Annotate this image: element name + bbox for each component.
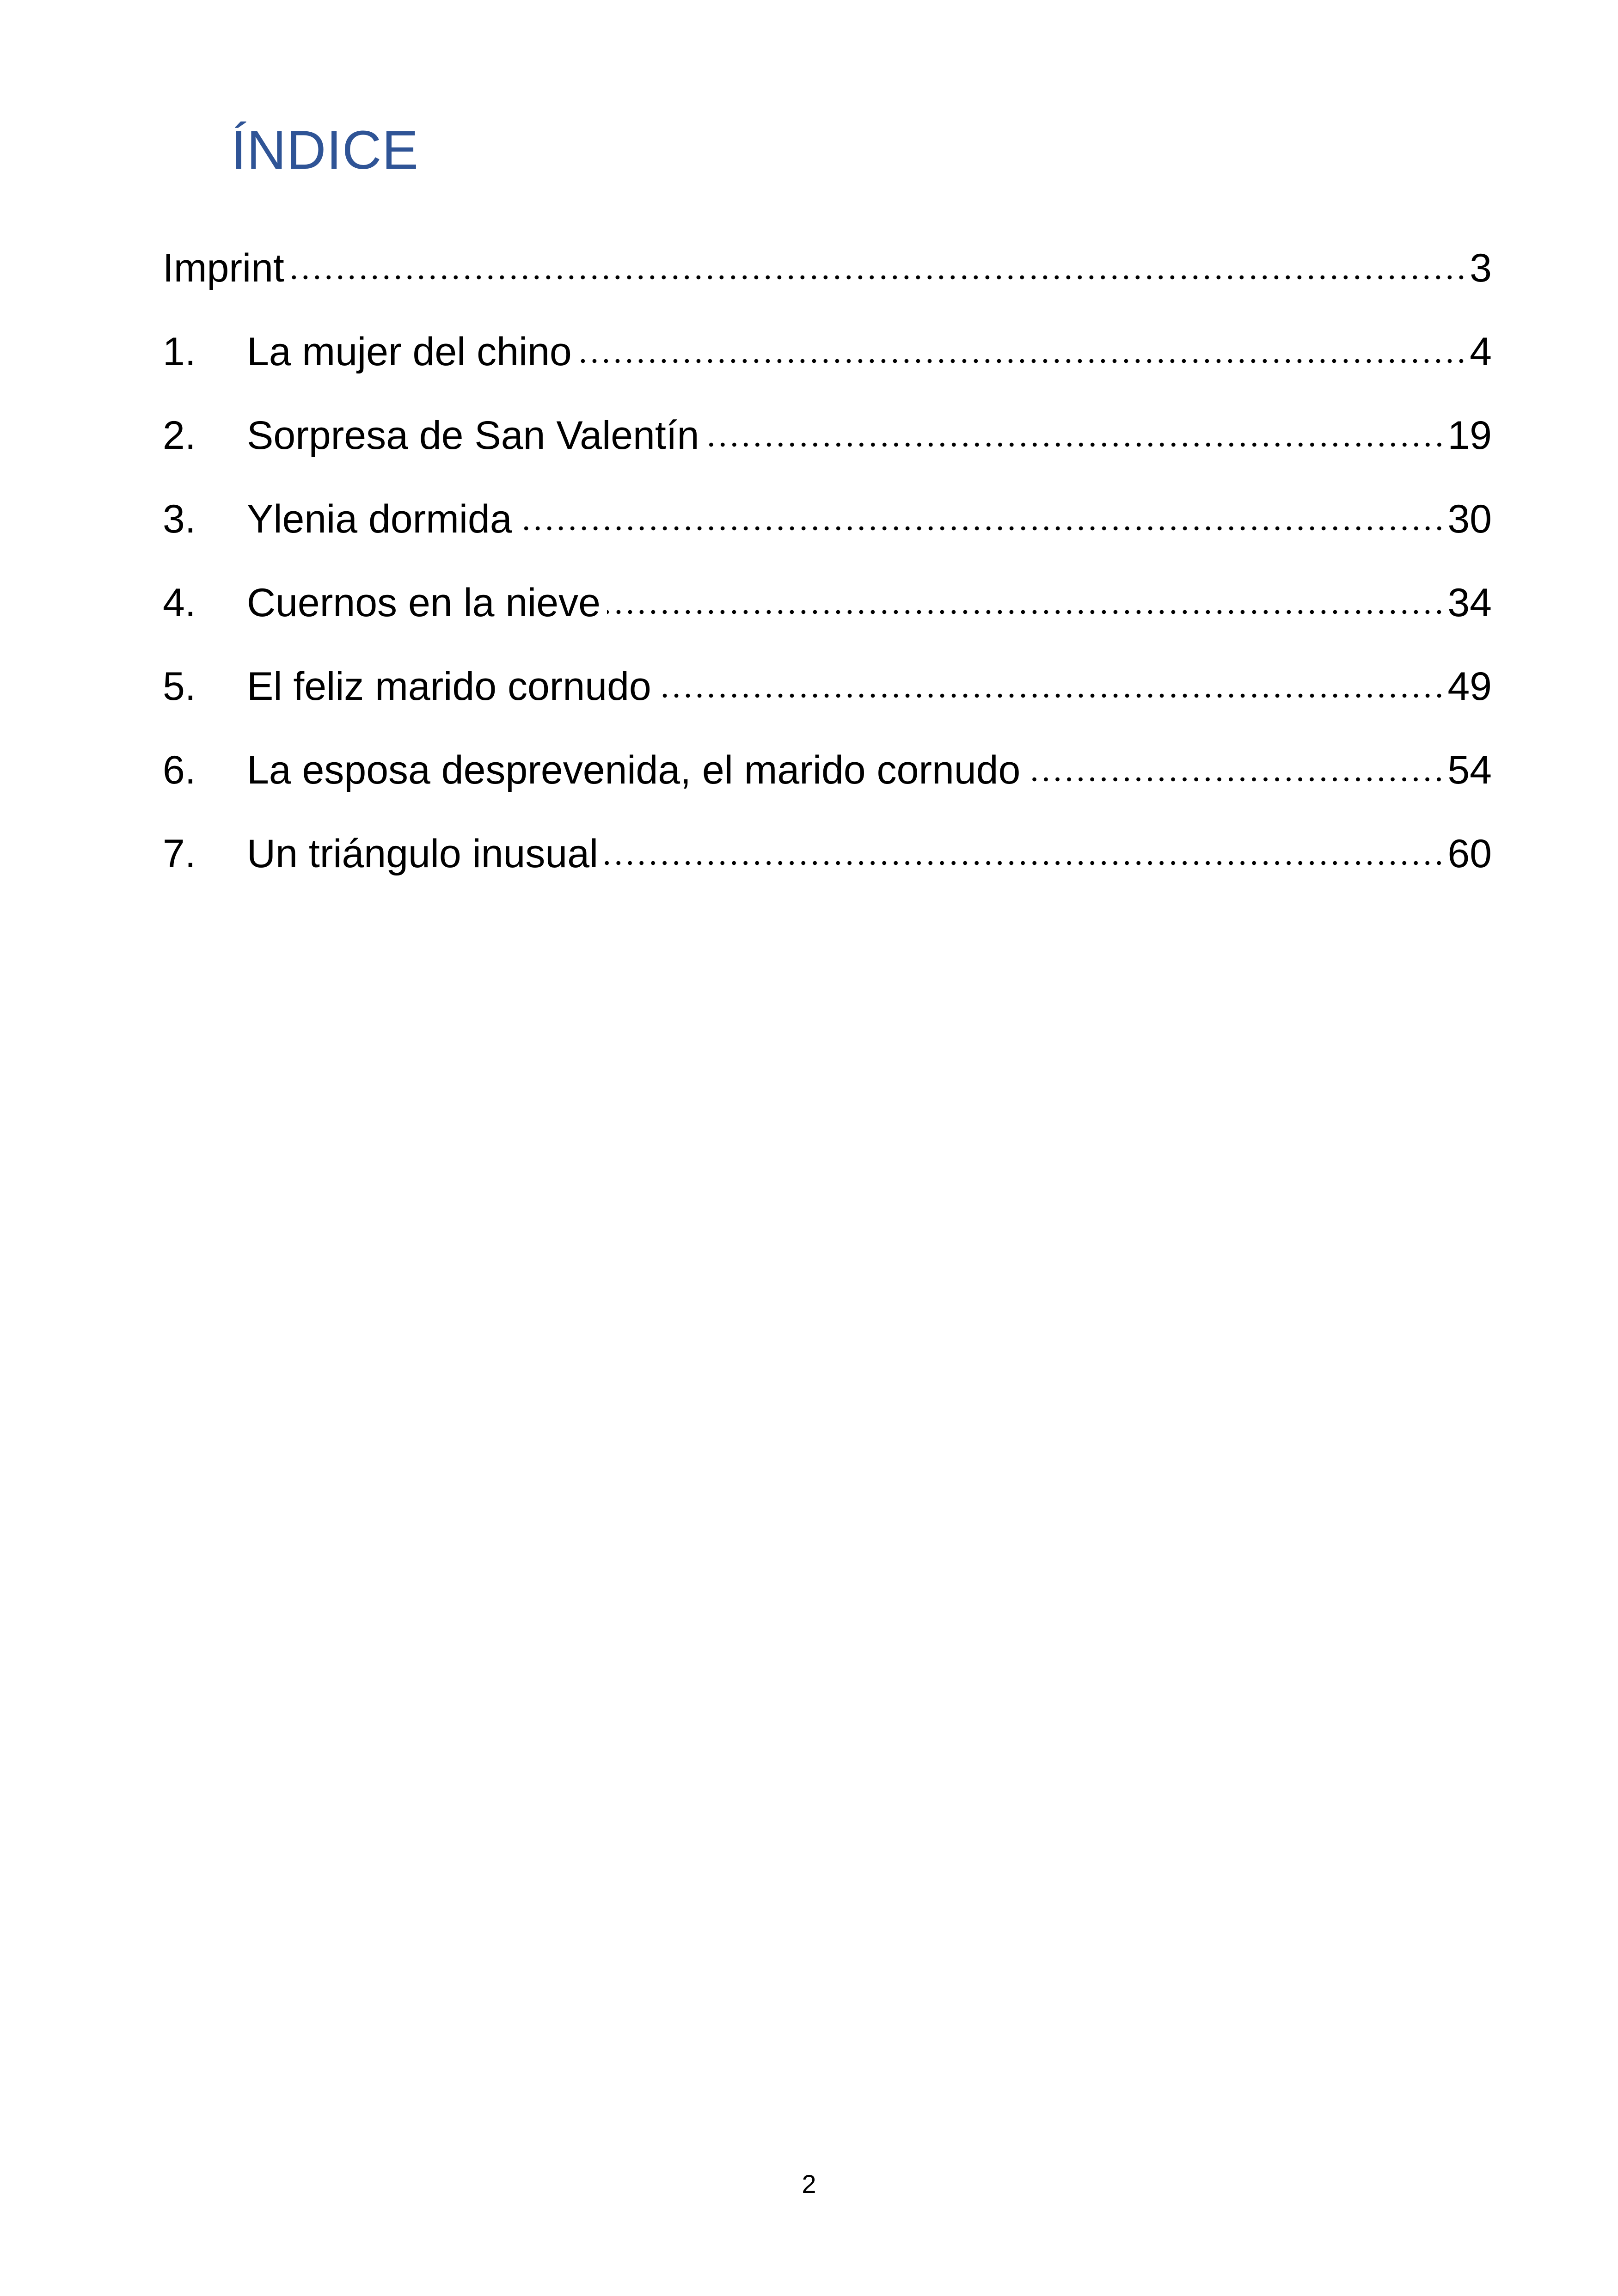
page-number: 2: [802, 2169, 816, 2198]
toc-dot-leader: [578, 347, 1467, 365]
toc-entry-6[interactable]: [163, 742, 1492, 826]
toc-entry-page[interactable]: 19: [1447, 413, 1492, 458]
toc-entry-5[interactable]: [163, 659, 1492, 742]
toc-dot-leader: [607, 598, 1445, 616]
toc-entry-title[interactable]: La esposa desprevenida, el marido cornudo: [247, 748, 1021, 792]
toc-entry-title[interactable]: La mujer del chino: [247, 330, 572, 374]
toc-entry-page[interactable]: 60: [1447, 832, 1492, 876]
toc-entry-4[interactable]: [163, 575, 1492, 659]
toc-entry-page[interactable]: 34: [1447, 581, 1492, 625]
toc-entry-number: 2.: [163, 413, 196, 458]
toc-dot-leader: [706, 430, 1445, 449]
table-of-contents: [163, 240, 1492, 910]
toc-entry-page[interactable]: 54: [1447, 748, 1492, 792]
toc-entry-number: 5.: [163, 664, 196, 709]
toc-entry-number: 7.: [163, 832, 196, 876]
toc-dot-leader: [519, 514, 1445, 533]
toc-entry-title[interactable]: Imprint: [163, 246, 284, 290]
toc-entry-page[interactable]: 49: [1447, 664, 1492, 709]
toc-entry-title[interactable]: El feliz marido cornudo: [247, 664, 651, 709]
toc-entry-imprint[interactable]: [163, 240, 1492, 324]
toc-heading: ÍNDICE: [231, 120, 419, 181]
toc-dot-leader: [1027, 765, 1445, 784]
toc-entry-1[interactable]: [163, 324, 1492, 408]
toc-entry-3[interactable]: [163, 491, 1492, 575]
toc-entry-page[interactable]: 4: [1470, 330, 1492, 374]
toc-dot-leader: [658, 681, 1445, 700]
toc-entry-number: 4.: [163, 581, 196, 625]
toc-entry-title[interactable]: Un triángulo inusual: [247, 832, 599, 876]
toc-dot-leader: [605, 849, 1445, 867]
toc-entry-page[interactable]: 3: [1470, 246, 1492, 290]
toc-entry-2[interactable]: [163, 408, 1492, 491]
toc-entry-title[interactable]: Ylenia dormida: [247, 497, 512, 541]
toc-entry-number: 1.: [163, 330, 196, 374]
toc-entry-number: 3.: [163, 497, 196, 541]
toc-entry-title[interactable]: Sorpresa de San Valentín: [247, 413, 699, 458]
toc-entry-title[interactable]: Cuernos en la nieve: [247, 581, 601, 625]
toc-entry-number: 6.: [163, 748, 196, 792]
toc-entry-7[interactable]: [163, 826, 1492, 910]
toc-dot-leader: [291, 263, 1467, 282]
toc-entry-page[interactable]: 30: [1447, 497, 1492, 541]
